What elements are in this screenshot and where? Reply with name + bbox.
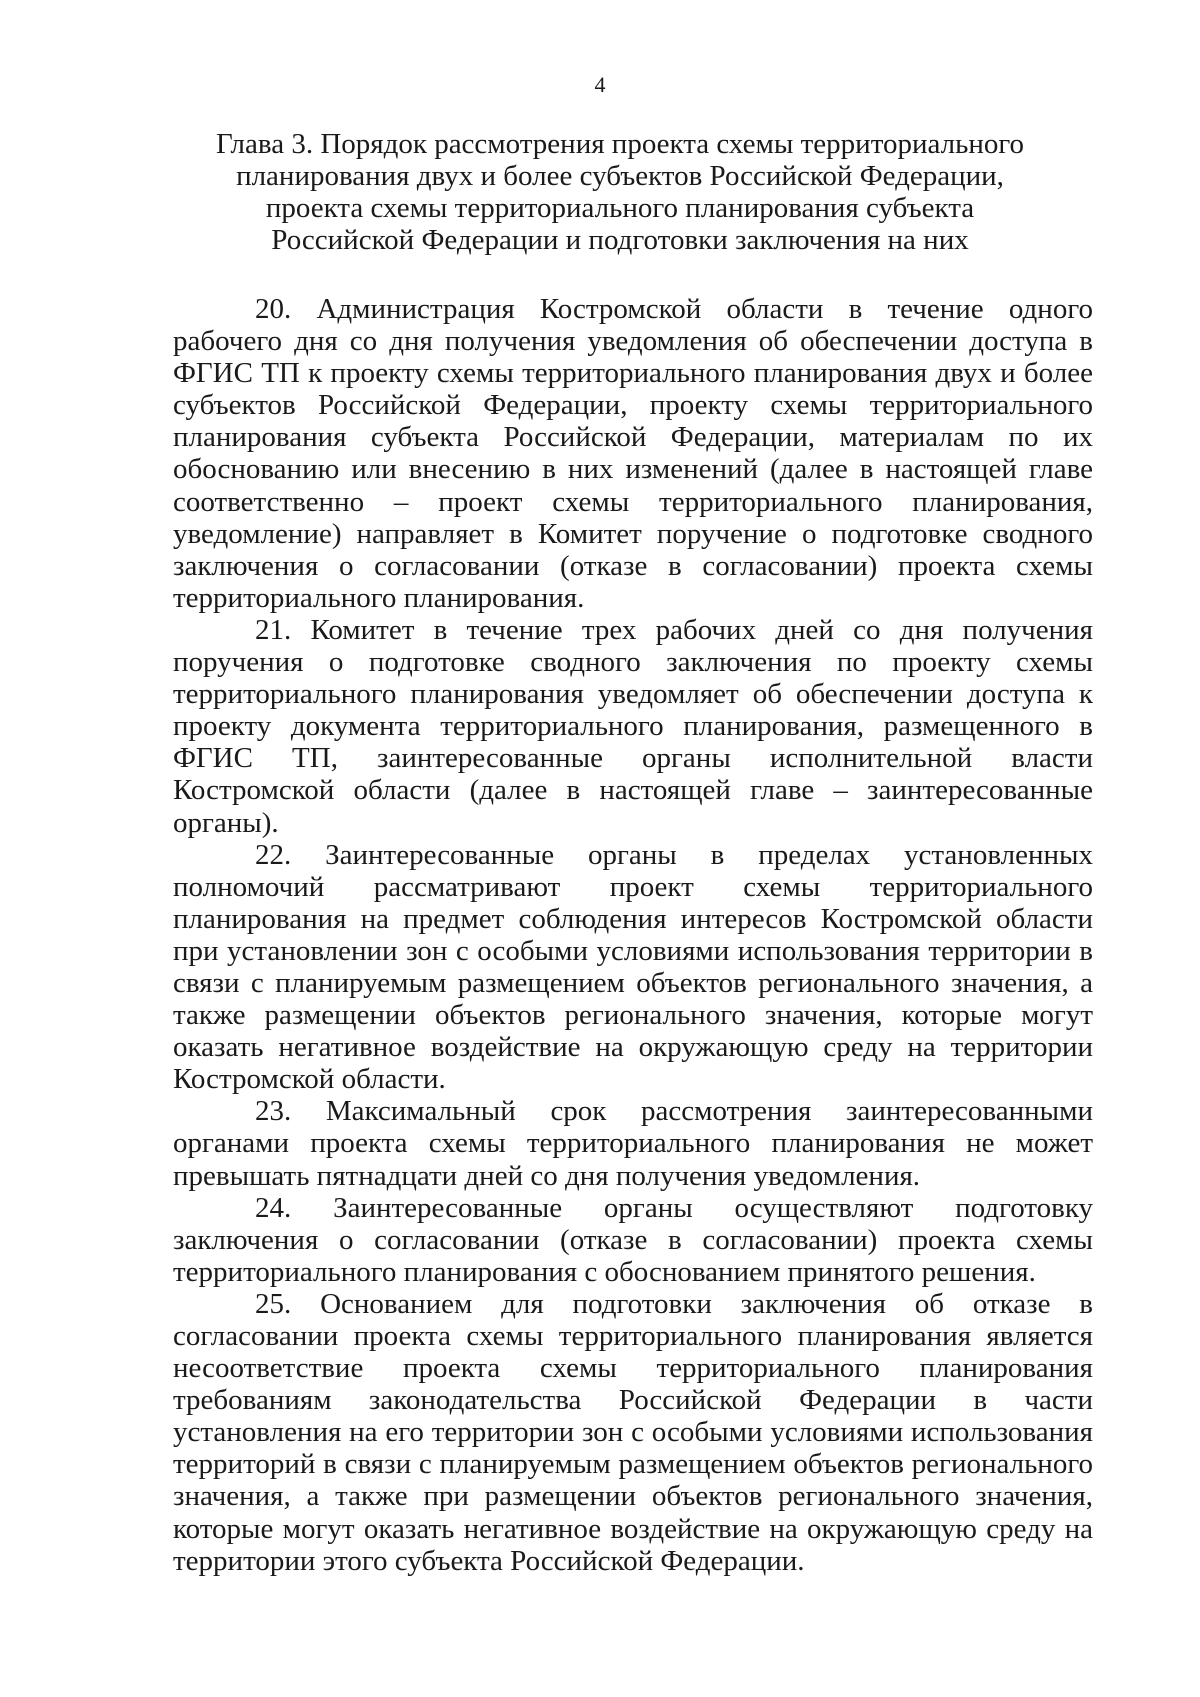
page-number: 4 — [594, 72, 606, 97]
paragraph-23: 23. Максимальный срок рассмотрения заинтересованными органами проекта схемы территориального планирования не может превышать пятнадцати дней со дня получения уведомления. — [173, 1095, 1093, 1192]
paragraph-21: 21. Комитет в течение трех рабочих дней со дня получения поручения о подготовке сводного заключения по проекту схемы территориального планирования уведомляет об обеспечении доступа к проекту документа территориального планирования, размещенного в ФГИС ТП, заинтересованные органы исполнительной власти Костромской области (далее в настоящей главе – заинтересованные органы). — [173, 613, 1093, 839]
paragraph-22: 22. Заинтересованные органы в пределах установленных полномочий рассматривают проект схемы территориального планирования на предмет соблюдения интересов Костромской области при установлении зон с особыми условиями использования территории в связи с планируемым размещением объектов регионального значения, а также размещении объектов регионального значения, которые могут оказать негативное воздействие на окружающую среду на территории Костромской области. — [173, 838, 1093, 1096]
paragraph-24: 24. Заинтересованные органы осуществляют подготовку заключения о согласовании (отказе в согласовании) проекта схемы территориального планирования с обоснованием принятого решения. — [173, 1191, 1093, 1288]
paragraph-25: 25. Основанием для подготовки заключения об отказе в согласовании проекта схемы территориального планирования является несоответствие проекта схемы территориального планирования требованиям законодательства Российской Федерации в части установления на его территории зон с особыми условиями использования территорий в связи с планируемым размещением объектов регионального значения, а также при размещении объектов регионального значения, которые могут оказать негативное воздействие на окружающую среду на территории этого субъекта Российской Федерации. — [173, 1287, 1093, 1577]
chapter-title: Глава 3. Порядок рассмотрения проекта схемы территориального планирования двух и более субъектов Российской Федерации, проекта схемы территориального планирования субъекта Российской Федерации и подготовки заключения на них — [215, 128, 1025, 256]
paragraph-20: 20. Администрация Костромской области в течение одного рабочего дня со дня получения уведомления об обеспечении доступа в ФГИС ТП к проекту схемы территориального планирования двух и более субъектов Российской Федерации, проекту схемы территориального планирования субъекта Российской Федерации, материалам по их обоснованию или внесению в них изменений (далее в настоящей главе соответственно – проект схемы территориального планирования, уведомление) направляет в Комитет поручение о подготовке сводного заключения о согласовании (отказе в согласовании) проекта схемы территориального планирования. — [173, 293, 1093, 614]
document-body — [173, 293, 1093, 1577]
